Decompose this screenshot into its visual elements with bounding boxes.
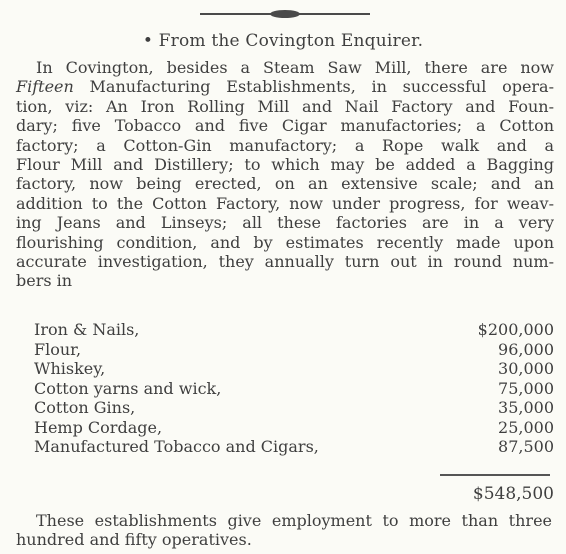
item-label: Flour, (34, 339, 82, 359)
article-line: ing Jeans and Linseys; all these factories are in a very (16, 213, 554, 233)
article-line: accurate investigation, they annually turn out in round num- (16, 251, 554, 271)
article-line: flourishing condition, and by estimates recently made upon (16, 232, 554, 252)
table-row (34, 418, 554, 438)
item-value: 96,000 (498, 339, 554, 359)
footer-line: These establishments give employment to more than three (36, 511, 552, 530)
article-line: In Covington, besides a Steam Saw Mill, there are now (36, 58, 554, 77)
article-line: addition to the Cotton Factory, now under progress, for weav- (16, 193, 554, 213)
item-value: 75,000 (498, 378, 554, 398)
total-value: $548,500 (472, 484, 554, 504)
item-label: Hemp Cordage, (34, 417, 163, 437)
table-row (34, 379, 554, 399)
article-line: factory; a Cotton-Gin manufactory; a Rope walk and a (16, 135, 554, 155)
article-body (16, 58, 554, 291)
item-value: $200,000 (477, 320, 554, 339)
table-row (34, 320, 554, 340)
emphasized-word: Fifteen (16, 77, 74, 97)
article-line: factory, now being erected, on an extensive scale; and an (16, 174, 554, 194)
footer-line: hundred and fifty operatives. (16, 530, 252, 550)
item-label: Whiskey, (34, 359, 106, 378)
item-label: Iron & Nails, (34, 320, 140, 339)
ornamental-divider (200, 9, 370, 19)
item-value: 25,000 (498, 417, 554, 437)
table-row (34, 359, 554, 379)
article-line (16, 77, 554, 96)
article-line-text: Manufacturing Establishments, in successful opera- (73, 77, 554, 97)
article-line: bers in (16, 271, 73, 291)
item-label: Cotton Gins, (34, 398, 136, 417)
table-row (34, 340, 554, 360)
item-label: Manufactured Tobacco and Cigars, (34, 437, 319, 456)
production-table (34, 320, 554, 457)
article-line: dary; five Tobacco and five Cigar manufactories; a Cotton (16, 116, 554, 136)
table-row (34, 437, 554, 457)
table-row (34, 398, 554, 418)
item-value: 35,000 (498, 398, 554, 417)
item-value: 87,500 (498, 437, 554, 456)
divider-ornament (270, 10, 300, 18)
article-line: Flour Mill and Distillery; to which may be added a Bagging (16, 154, 554, 174)
article-footer (16, 511, 552, 550)
sum-rule (440, 474, 550, 476)
article-line: tion, viz: An Iron Rolling Mill and Nail Factory and Foun- (16, 96, 554, 116)
source-line: • From the Covington Enquirer. (142, 31, 424, 51)
item-value: 30,000 (498, 359, 554, 378)
item-label: Cotton yarns and wick, (34, 378, 222, 398)
